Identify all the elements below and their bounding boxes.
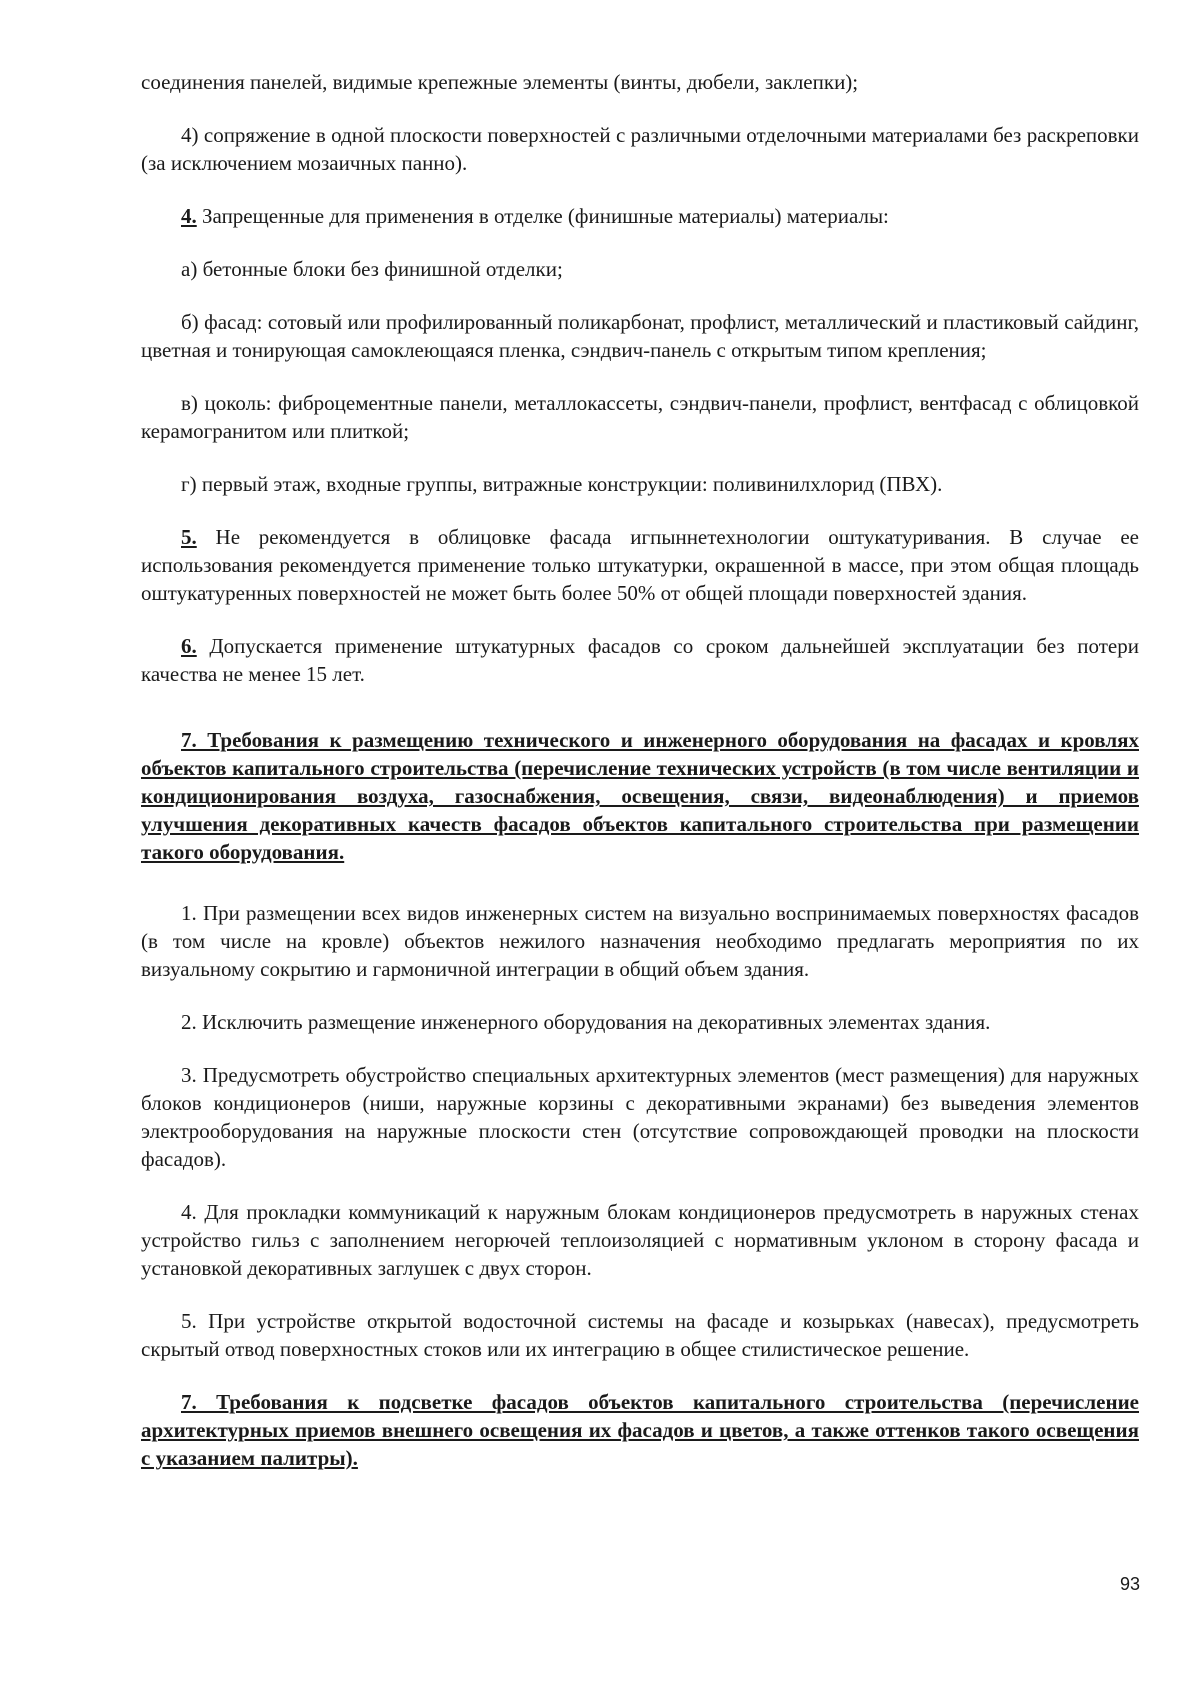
- section-5-text: Не рекомендуется в облицовке фасада игпыннетехнологии оштукатуривания. В случае ее использования рекомендуется применение только штукатурки, окрашенной в массе, при этом общая площадь оштукатуренных поверхностей не может быть более 50% от общей площади поверхностей здания.: [141, 525, 1139, 605]
- section-4-number: 4.: [181, 204, 197, 228]
- equipment-item-3: 3. Предусмотреть обустройство специальных архитектурных элементов (мест размещения) для наружных блоков кондиционеров (ниши, наружные корзины с декоративными экранами) без выведения элементов электрооборудования на наружные плоскости стен (отсутствие сопровождающей проводки на плоскости фасадов).: [141, 1063, 1139, 1171]
- paragraph-continuation: соединения панелей, видимые крепежные элементы (винты, дюбели, заклепки);: [141, 70, 859, 94]
- section-7-heading-equipment: 7. Требования к размещению технического и инженерного оборудования на фасадах и кровлях объектов капитального строительства (перечисление технических устройств (в том числе вентиляции и кондиционирования воздуха, газоснабжения, освещения, связи, видеонаблюдения) и приемов улучшения декоративных качеств фасадов объектов капитального строительства при размещении такого оборудования.: [141, 728, 1139, 864]
- equipment-item-1: 1. При размещении всех видов инженерных систем на визуально воспринимаемых поверхностях фасадов (в том числе на кровле) объектов нежилого назначения необходимо предлагать мероприятия по их визуальному сокрытию и гармоничной интеграции в общий объем здания.: [141, 901, 1139, 981]
- section-6-paragraph: [141, 632, 1139, 688]
- list-item-v: в) цоколь: фиброцементные панели, металлокассеты, сэндвич-панели, профлист, вентфасад с облицовкой керамогранитом или плиткой;: [141, 391, 1139, 443]
- equipment-item-5: 5. При устройстве открытой водосточной системы на фасаде и козырьках (навесах), предусмотреть скрытый отвод поверхностных стоков или их интеграцию в общее стилистическое решение.: [141, 1309, 1139, 1361]
- list-item-b: б) фасад: сотовый или профилированный поликарбонат, профлист, металлический и пластиковый сайдинг, цветная и тонирующая самоклеющаяся пленка, сэндвич-панель с открытым типом крепления;: [141, 310, 1139, 362]
- section-6-text: Допускается применение штукатурных фасадов со сроком дальнейшей эксплуатации без потери качества не менее 15 лет.: [141, 634, 1139, 686]
- section-7-heading-lighting: 7. Требования к подсветке фасадов объектов капитального строительства (перечисление архитектурных приемов внешнего освещения их фасадов и цветов, а также оттенков такого освещения с указанием палитры).: [141, 1390, 1139, 1470]
- page-number: 93: [1119, 1574, 1140, 1594]
- paragraph-item-4: 4) сопряжение в одной плоскости поверхностей с различными отделочными материалами без раскреповки (за исключением мозаичных панно).: [141, 123, 1139, 175]
- list-item-a: а) бетонные блоки без финишной отделки;: [181, 257, 563, 281]
- section-4-text: Запрещенные для применения в отделке (финишные материалы) материалы:: [196, 204, 889, 228]
- document-body: [141, 68, 1139, 1472]
- section-5-number: 5.: [181, 525, 197, 549]
- list-item-g: г) первый этаж, входные группы, витражные конструкции: поливинилхлорид (ПВХ).: [181, 472, 943, 496]
- section-4-paragraph: [141, 202, 1139, 230]
- section-6-number: 6.: [181, 634, 197, 658]
- equipment-item-4: 4. Для прокладки коммуникаций к наружным блокам кондиционеров предусмотреть в наружных стенах устройство гильз с заполнением негорючей теплоизоляцией с нормативным уклоном в сторону фасада и установкой декоративных заглушек с двух сторон.: [141, 1200, 1139, 1280]
- equipment-item-2: 2. Исключить размещение инженерного оборудования на декоративных элементах здания.: [181, 1010, 991, 1034]
- section-5-paragraph: [141, 523, 1139, 607]
